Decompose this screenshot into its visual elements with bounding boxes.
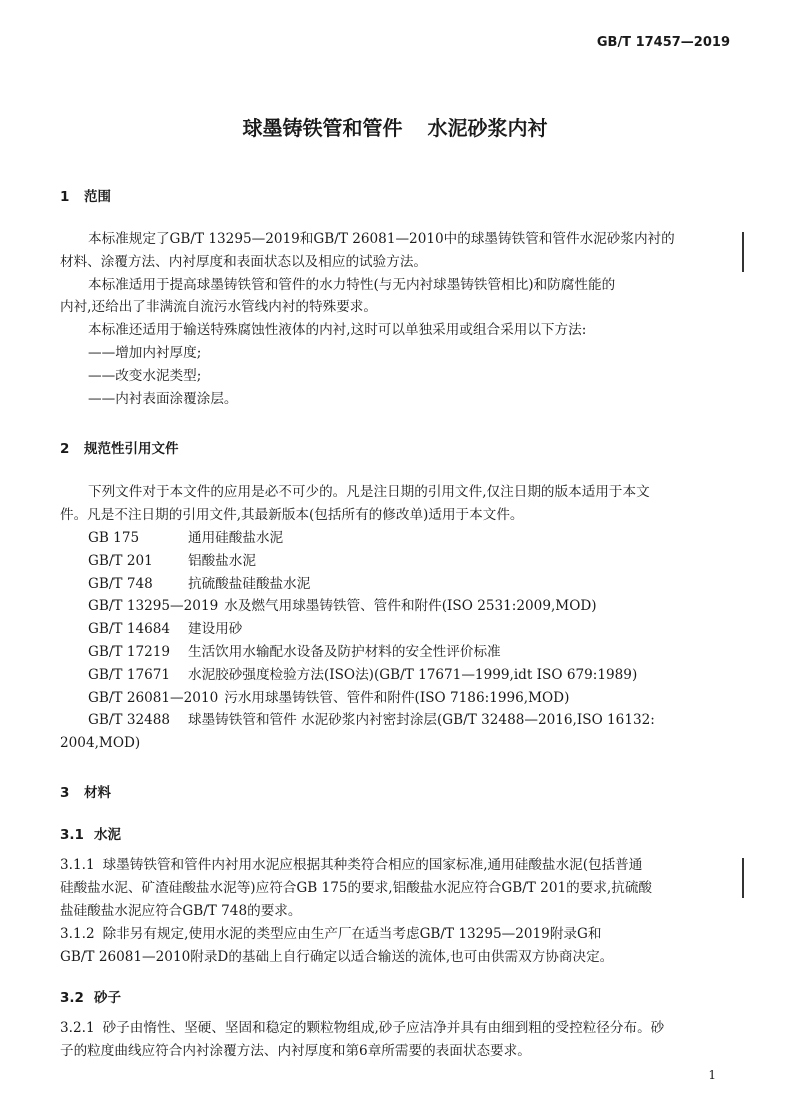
reference-title: 建设用砂 [188, 621, 243, 638]
document-title: 球墨铸铁管和管件 水泥砂浆内衬 [242, 116, 548, 140]
reference-code: GB/T 14684 [88, 621, 171, 638]
s1-list-item-3: ——内衬表面涂覆涂层。 [88, 390, 238, 407]
section-1-number: 1 [60, 189, 70, 205]
s2-p1-line2: 件。凡是不注日期的引用文件,其最新版本(包括所有的修改单)适用于本文件。 [60, 506, 524, 523]
c321-line1-text: 砂子由惰性、坚硬、坚固和稳定的颗粒物组成,砂子应洁净并具有由细到粗的受控粒径分布。砂 [102, 1020, 665, 1036]
reference-item [88, 595, 655, 618]
reference-code: GB/T 26081—2010 [88, 689, 219, 706]
reference-title: 球墨铸铁管和管件 水泥砂浆内衬密封涂层(GB/T 32488—2016,ISO 16132: [188, 712, 655, 729]
reference-item [88, 709, 655, 732]
reference-code: GB/T 13295—2019 [88, 598, 219, 615]
clause-number: 3.2.1 [60, 1020, 95, 1036]
reference-item [88, 618, 655, 641]
subsection-3-2-heading [60, 986, 121, 1006]
reference-title: 铝酸盐水泥 [188, 552, 256, 569]
change-bar [742, 858, 744, 898]
reference-title: 水及燃气用球墨铸铁管、管件和附件(ISO 2531:2009,MOD) [224, 598, 597, 615]
s1-p1-line1: 本标准规定了GB/T 13295—2019和GB/T 26081—2010中的球墨铸铁管和管件水泥砂浆内衬的 [88, 231, 675, 247]
reference-item [88, 664, 655, 687]
subsection-3-1-heading [60, 823, 121, 843]
section-2-intro [60, 481, 740, 527]
c311-line3: 盐硅酸盐水泥应符合GB/T 748的要求。 [60, 902, 302, 919]
s1-list-item-2: ——改变水泥类型; [88, 367, 202, 384]
reference-title: 抗硫酸盐硅酸盐水泥 [188, 575, 311, 592]
subsection-3-2-title: 砂子 [94, 990, 121, 1006]
s1-p2-line1: 本标准适用于提高球墨铸铁管和管件的水力特性(与无内衬球墨铸铁管相比)和防腐性能的 [88, 276, 616, 293]
section-1-title: 范围 [84, 189, 111, 205]
section-3-heading [60, 781, 111, 801]
section-3-title: 材料 [84, 785, 111, 801]
clause-3-1-2 [60, 923, 740, 969]
subsection-3-2-number: 3.2 [60, 990, 84, 1006]
section-1-heading [60, 185, 111, 205]
s1-p2-line2: 内衬,还给出了非满流自流污水管线内衬的特殊要求。 [60, 299, 377, 316]
reference-code: GB/T 748 [88, 575, 153, 592]
s2-p1-line1: 下列文件对于本文件的应用是必不可少的。凡是注日期的引用文件,仅注日期的版本适用于本文 [88, 484, 650, 500]
reference-code: GB 175 [88, 530, 140, 546]
reference-continuation: 2004,MOD) [60, 735, 141, 751]
standard-code: GB/T 17457—2019 [596, 35, 730, 50]
reference-code: GB/T 17219 [88, 643, 171, 660]
normative-references-list [88, 527, 655, 732]
c312-line2: GB/T 26081—2010附录D的基础上自行确定以适合输送的流体,也可由供需双方协商决定。 [60, 948, 614, 965]
s1-p1-line2: 材料、涂覆方法、内衬厚度和表面状态以及相应的试验方法。 [60, 253, 428, 270]
reference-title: 水泥胶砂强度检验方法(ISO法)(GB/T 17671—1999,idt ISO 679:1989) [188, 666, 638, 683]
reference-title: 污水用球墨铸铁管、管件和附件(ISO 7186:1996,MOD) [224, 689, 570, 706]
reference-item [88, 550, 655, 573]
s1-list-item-1: ——增加内衬厚度; [88, 344, 202, 361]
section-3-number: 3 [60, 785, 70, 801]
reference-item [88, 573, 655, 596]
c321-line1 [60, 1017, 740, 1040]
c312-line1-text: 除非另有规定,使用水泥的类型应由生产厂在适当考虑GB/T 13295—2019附录G和 [102, 926, 602, 942]
subsection-3-1-number: 3.1 [60, 827, 84, 843]
c311-line2: 硅酸盐水泥、矿渣硅酸盐水泥等)应符合GB 175的要求,铝酸盐水泥应符合GB/T 201的要求,抗硫酸 [60, 879, 653, 896]
reference-code: GB/T 32488 [88, 712, 171, 729]
section-2-number: 2 [60, 441, 70, 457]
reference-title: 生活饮用水输配水设备及防护材料的安全性评价标准 [188, 643, 501, 660]
s1-p3: 本标准还适用于输送特殊腐蚀性液体的内衬,这时可以单独采用或组合采用以下方法: [88, 322, 587, 339]
reference-title: 通用硅酸盐水泥 [188, 530, 284, 546]
c311-line1 [60, 854, 740, 877]
c312-line1 [60, 923, 740, 946]
subsection-3-1-title: 水泥 [94, 827, 121, 843]
change-bar [742, 232, 744, 272]
clause-3-2-1 [60, 1017, 740, 1063]
page-number: 1 [708, 1068, 716, 1082]
c321-line2: 子的粒度曲线应符合内衬涂覆方法、内衬厚度和第6章所需要的表面状态要求。 [60, 1042, 531, 1059]
reference-item [88, 527, 655, 550]
section-2-heading [60, 437, 179, 457]
reference-item [88, 641, 655, 664]
reference-code: GB/T 17671 [88, 666, 171, 683]
reference-code: GB/T 201 [88, 552, 153, 569]
section-1-body [60, 228, 736, 410]
c311-line1-text: 球墨铸铁管和管件内衬用水泥应根据其种类符合相应的国家标准,通用硅酸盐水泥(包括普通 [102, 857, 643, 873]
clause-3-1-1 [60, 854, 740, 922]
section-2-title: 规范性引用文件 [84, 441, 179, 457]
clause-number: 3.1.1 [60, 857, 95, 873]
clause-number: 3.1.2 [60, 926, 95, 942]
reference-item [88, 687, 655, 710]
